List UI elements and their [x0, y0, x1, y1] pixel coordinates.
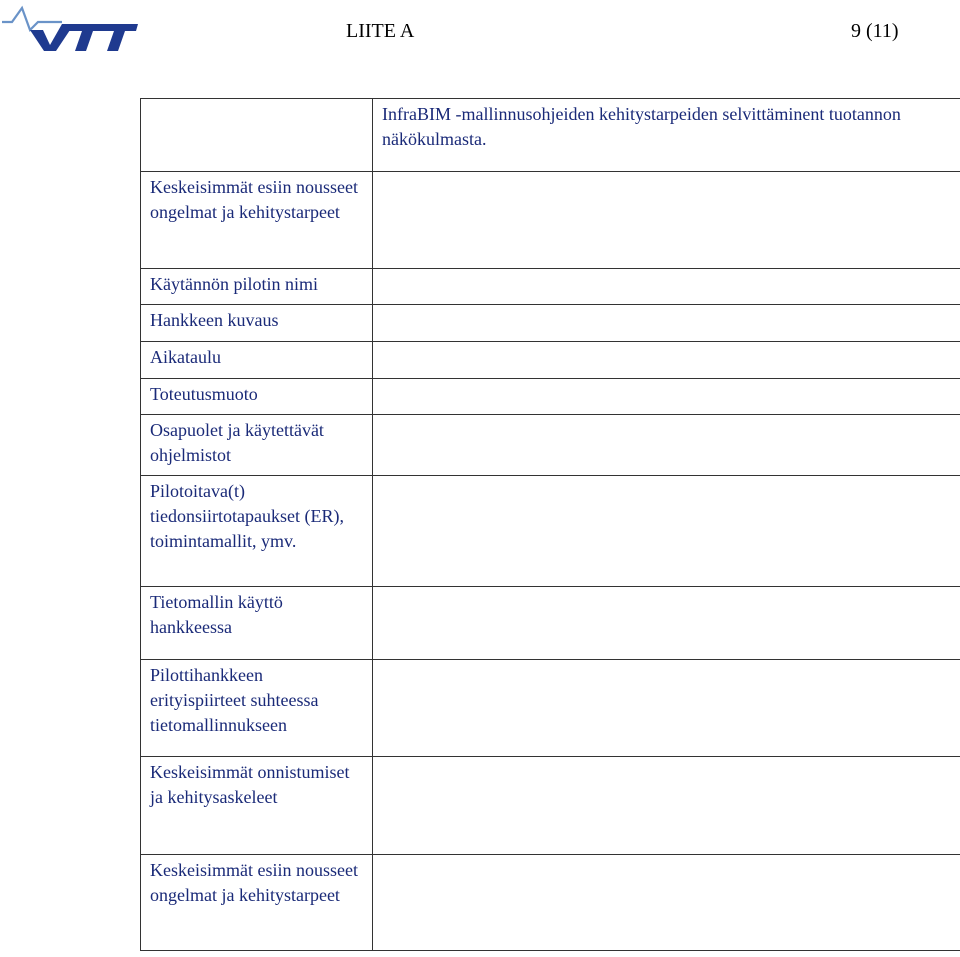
row-label: Keskeisimmät esiin nousseet ongelmat ja kehitystarpeet: [141, 172, 373, 269]
table-row: [141, 342, 960, 379]
row-value: [373, 855, 960, 951]
logo-letter-t2: [100, 24, 138, 51]
row-value: [373, 660, 960, 757]
table-row: [141, 99, 960, 172]
row-value: [373, 476, 960, 587]
row-label: Aikataulu: [141, 342, 373, 379]
pilot-form-table: [140, 98, 960, 951]
table-cell-empty: [141, 99, 373, 172]
logo-swoosh-icon: [2, 8, 62, 30]
row-label: Toteutusmuoto: [141, 379, 373, 415]
table-row: [141, 305, 960, 342]
row-value: [373, 587, 960, 660]
table-row: [141, 476, 960, 587]
row-label: Osapuolet ja käytettävät ohjelmistot: [141, 415, 373, 476]
row-value: [373, 757, 960, 855]
row-label: Käytännön pilotin nimi: [141, 269, 373, 305]
table-row: [141, 587, 960, 660]
row-value: [373, 415, 960, 476]
table-row: [141, 415, 960, 476]
row-value: [373, 379, 960, 415]
header-page-number: 9 (11): [851, 20, 899, 42]
table-row: [141, 855, 960, 951]
logo-letter-t1: [68, 24, 106, 51]
row-value: [373, 342, 960, 379]
header-appendix-label: LIITE A: [346, 20, 415, 42]
row-label: Pilottihankkeen erityispiirteet suhteessa tietomallinnukseen: [141, 660, 373, 757]
row-label: Keskeisimmät onnistumiset ja kehitysaskeleet: [141, 757, 373, 855]
table-row: [141, 660, 960, 757]
logo-letter-v: [30, 24, 74, 51]
vtt-logo: [0, 0, 140, 56]
row-value: [373, 172, 960, 269]
table-row: [141, 757, 960, 855]
row-label: Hankkeen kuvaus: [141, 305, 373, 342]
table-cell-title: InfraBIM -mallinnusohjeiden kehitystarpeiden selvittäminent tuotannon näkökulmasta.: [373, 99, 960, 172]
table-row: [141, 269, 960, 305]
table-row: [141, 172, 960, 269]
table-row: [141, 379, 960, 415]
row-value: [373, 305, 960, 342]
row-label: Tietomallin käyttö hankkeessa: [141, 587, 373, 660]
row-label: Pilotoitava(t) tiedonsiirtotapaukset (ER), toimintamallit, ymv.: [141, 476, 373, 587]
row-label: Keskeisimmät esiin nousseet ongelmat ja kehitystarpeet: [141, 855, 373, 951]
row-value: [373, 269, 960, 305]
